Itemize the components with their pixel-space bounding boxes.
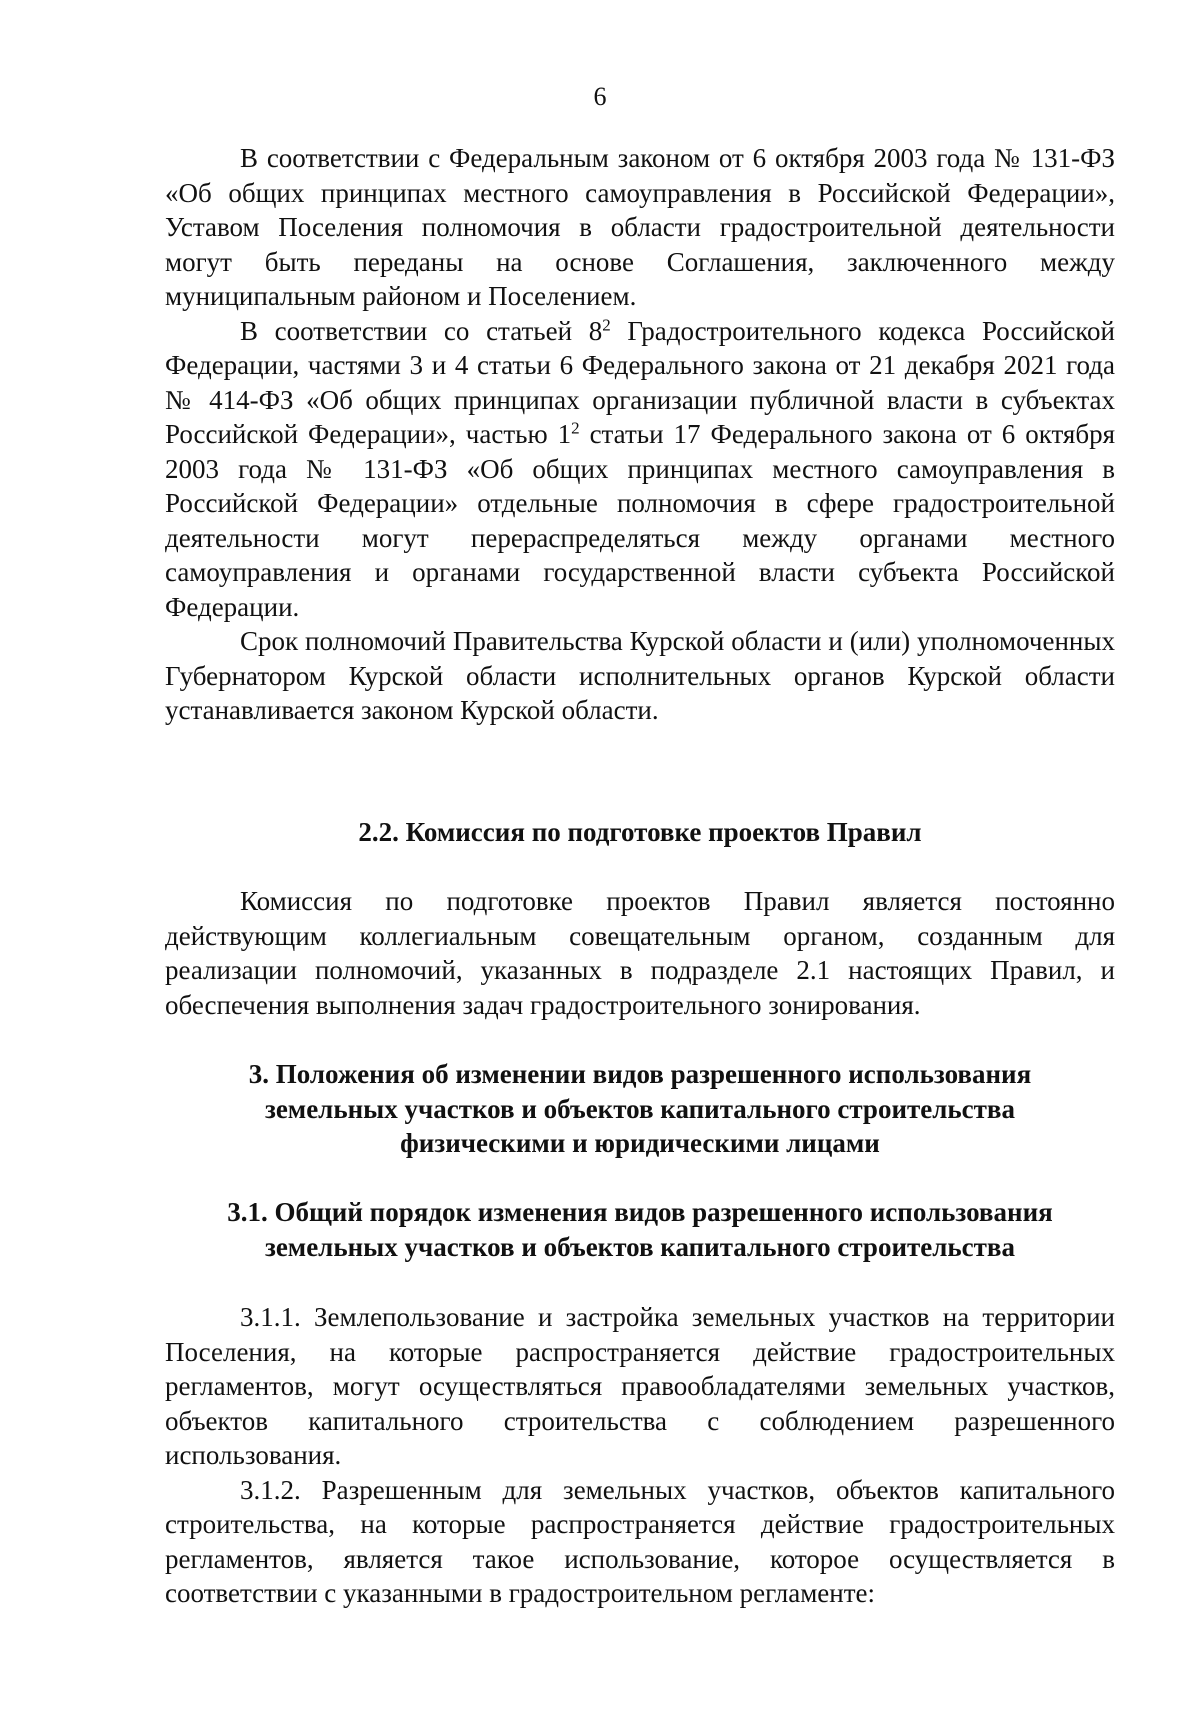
section-3-heading	[165, 1057, 1115, 1161]
page-number: 6	[593, 82, 607, 111]
paragraph-text: Градостроительного кодекса Российской Федерации, частями 3 и 4 статьи 6 Федерального закона от 21 декабря 2021 года № 414-ФЗ «Об общих принципах организации публичной власти в субъектах Российской Федерации», частью 1	[165, 315, 1116, 449]
paragraph-3-1-1: 3.1.1. Землепользование и застройка земельных участков на территории Поселения, на которые распространяется действие градостроительных регламентов, могут осуществляться правообладателями земельных участков, объектов капитального строительства с соблюдением разрешенного использования.	[165, 1302, 1115, 1470]
heading-line: земельных участков и объектов капитального строительства	[264, 1231, 1016, 1262]
section-2-1-continuation	[165, 141, 1115, 728]
paragraph-federal-law-transfer: В соответствии с Федеральным законом от 6 октября 2003 года № 131-ФЗ «Об общих принципах местного самоуправления в Российской Федерации», Уставом Поселения полномочия в области градостроительной деятельности могут быть переданы на основе Соглашения, заключенного между муниципальным районом и Поселением.	[165, 143, 1115, 311]
section-3-1-heading	[165, 1195, 1115, 1264]
section-3-1-body	[165, 1300, 1115, 1611]
section-2-2-body	[165, 884, 1115, 1022]
paragraph-term-of-powers: Срок полномочий Правительства Курской области и (или) уполномоченных Губернатором Курской области исполнительных органов Курской области устанавливается законом Курской области.	[165, 626, 1115, 725]
heading-line: 3.1. Общий порядок изменения видов разрешенного использования	[227, 1197, 1053, 1227]
paragraph-text: статьи 17 Федерального закона от 6 октября 2003 года № 131-ФЗ «Об общих принципах местного самоуправления в Российской Федерации» отдельные полномочия в сфере градостроительной деятельности могут перераспределяться между органами местного самоуправления и органами государственной власти субъекта Российской Федерации.	[165, 419, 1115, 622]
paragraph-redistribution-of-powers	[165, 314, 1115, 625]
heading-line: физическими и юридическими лицами	[400, 1128, 880, 1158]
paragraph-commission: Комиссия по подготовке проектов Правил является постоянно действующим коллегиальным совещательным органом, созданным для реализации полномочий, указанных в подразделе 2.1 настоящих Правил, и обеспечения выполнения задач градостроительного зонирования.	[165, 886, 1115, 1020]
heading-line: земельных участков и объектов капитального строительства	[264, 1093, 1016, 1124]
section-2-2-heading: 2.2. Комиссия по подготовке проектов Правил	[358, 817, 922, 847]
heading-line: 3. Положения об изменении видов разрешенного использования	[248, 1059, 1032, 1089]
paragraph-text: В соответствии со статьей 8	[240, 315, 603, 346]
superscript: 2	[602, 315, 611, 335]
paragraph-3-1-2: 3.1.2. Разрешенным для земельных участков, объектов капитального строительства, на которые распространяется действие градостроительных регламентов, является такое использование, которое осуществляется в соответствии с указанными в градостроительном регламенте:	[165, 1474, 1115, 1608]
superscript: 2	[571, 418, 580, 438]
